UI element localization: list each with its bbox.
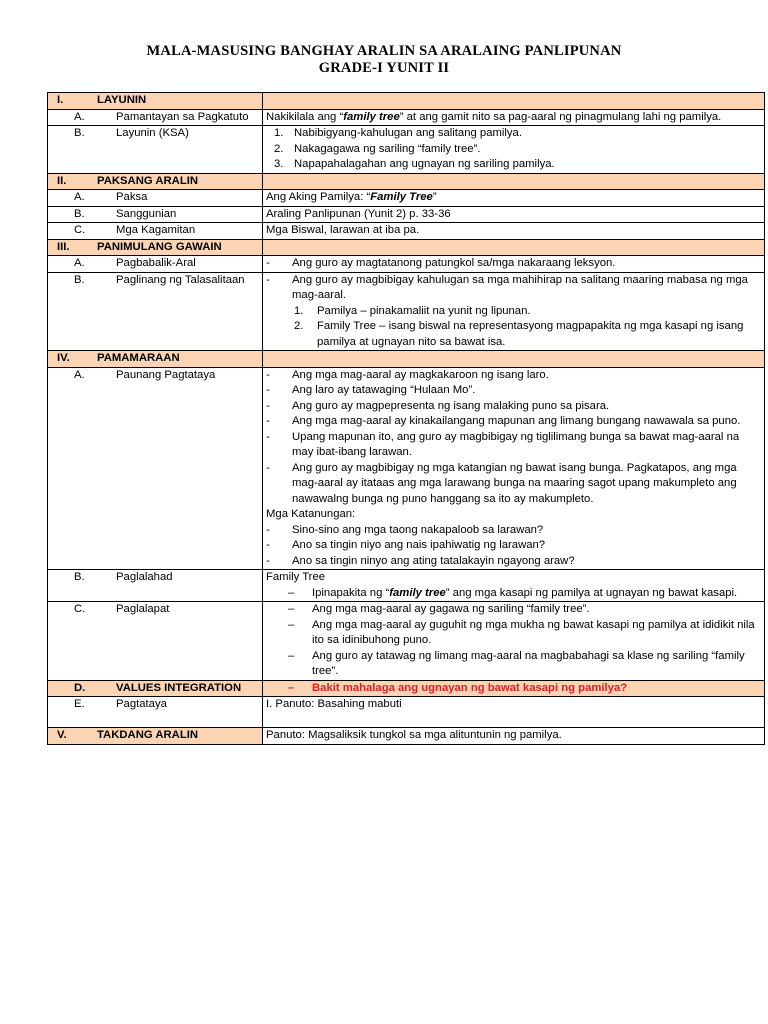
lesson-plan-table	[47, 92, 765, 745]
row-content	[263, 272, 765, 351]
row-values-integration	[48, 680, 765, 697]
row-label: Mga Kagamitan	[116, 224, 196, 236]
row-letter: B.	[74, 273, 85, 286]
section-number: III.	[57, 240, 70, 253]
document-subtitle: GRADE-I YUNIT II	[318, 60, 450, 76]
row-content	[263, 680, 765, 697]
row-letter: A.	[74, 110, 85, 123]
row-letter: A.	[74, 368, 85, 381]
row-sanggunian	[48, 206, 765, 223]
section-label: LAYUNIN	[97, 94, 147, 106]
section-number: V.	[57, 729, 67, 741]
row-pagtataya	[48, 697, 765, 728]
row-letter: D.	[74, 681, 86, 694]
row-label: Paunang Pagtataya	[116, 368, 216, 381]
row-label: Paksa	[116, 191, 148, 203]
list-item: - Ang guro ay magtatanong patungkol sa/mga nakaraang leksyon.	[266, 257, 616, 269]
row-label: Sanggunian	[116, 207, 177, 220]
row-content: Ang Aking Pamilya: “Family Tree”	[263, 190, 765, 207]
section-label: PAMAMARAAN	[97, 352, 180, 364]
list-item: – Ang mga mag-aaral ay gagawa ng sariling “family tree”.	[288, 603, 590, 615]
row-content: Nakikilala ang “family tree” at ang gamit nito sa pag-aaral ng pinagmulang lahi ng pamilya.	[263, 109, 765, 126]
section-row-pamamaraan	[48, 351, 765, 368]
section-row-panimulang-gawain	[48, 239, 765, 256]
list-item: - Sino-sino ang mga taong nakapaloob sa larawan?	[266, 523, 544, 536]
list-item: - Ang mga mag-aaral ay kinakailangang mapunan ang limang bungang nawawala sa puno.	[266, 415, 741, 427]
list-item: - Ang mga mag-aaral ay magkakaroon ng isang laro.	[266, 368, 549, 381]
row-paksa	[48, 190, 765, 207]
row-label: Pagtataya	[116, 698, 167, 710]
list-item: 1. Nabibigyang-kahulugan ang salitang pamilya.	[274, 127, 522, 139]
row-label: Pamantayan sa Pagkatuto	[116, 110, 249, 123]
row-label: Paglinang ng Talasalitaan	[116, 273, 245, 286]
row-layunin-ksa	[48, 126, 765, 174]
row-talasalitaan	[48, 272, 765, 351]
row-letter: B.	[74, 571, 85, 583]
row-pamantayan	[48, 109, 765, 126]
list-item: - Ano sa tingin niyo ang nais ipahiwatig ng larawan?	[266, 539, 546, 551]
questions-label: Mga Katanungan:	[266, 508, 356, 520]
list-item: - Ang guro ay magbibigay ng mga katangian ng bawat isang bunga. Pagkatapos, ang mga mag-aaral ay itataas ang mga larawang bunga na maaring sagot upang makumpleto ang nawawalng bunga ng puno hanggang sa ito ay makumpleto.	[266, 461, 737, 505]
list-item: 1. Pamilya – pinakamaliit na yunit ng lipunan.	[294, 304, 531, 317]
row-label: Paglalapat	[116, 603, 170, 615]
row-content	[263, 602, 765, 681]
row-kagamitan	[48, 223, 765, 240]
list-item: - Ang guro ay magbibigay kahulugan sa mga mahihirap na salitang maaring mabasa ng mga mag-aaral.	[266, 273, 748, 301]
row-label: VALUES INTEGRATION	[116, 681, 242, 694]
section-label: PANIMULANG GAWAIN	[97, 240, 222, 253]
row-letter: C.	[74, 224, 86, 236]
list-item: – Bakit mahalaga ang ugnayan ng bawat kasapi ng pamilya?	[288, 681, 628, 694]
list-item: 2. Nakagagawa ng sariling “family tree”.	[274, 142, 481, 155]
row-paglalahad	[48, 570, 765, 602]
section-number: IV.	[57, 352, 70, 364]
section-number: I.	[57, 94, 64, 106]
list-item: - Upang mapunan ito, ang guro ay magbibigay ng tiglilimang bunga sa bawat mag-aaral na may ibat-ibang larawan.	[266, 430, 740, 458]
list-item: 3. Napapahalagahan ang ugnayan ng sariling pamilya.	[274, 158, 555, 170]
list-item: - Ano sa tingin ninyo ang ating tatalakayin ngayong araw?	[266, 554, 575, 567]
row-content: Family Tree – Ipinapakita ng “family tree” ang mga kasapi ng pamilya at ugnayan ng bawat kasapi.	[263, 570, 765, 602]
section-row-layunin	[48, 93, 765, 110]
document-title: MALA-MASUSING BANGHAY ARALIN SA ARALAING PANLIPUNAN	[146, 43, 622, 59]
row-content: Panuto: Magsaliksik tungkol sa mga alituntunin ng pamilya.	[263, 728, 765, 745]
row-label: Paglalahad	[116, 571, 173, 583]
list-item: – Ang mga mag-aaral ay guguhit ng mga mukha ng bawat kasapi ng pamilya at ididikit nila ito sa idinibuhong puno.	[288, 618, 755, 646]
row-letter: E.	[74, 698, 85, 710]
list-item: 2. Family Tree – isang biswal na representasyong magpapakita ng mga kasapi ng isang pamilya at ugnayan nito sa bawat isa.	[294, 320, 744, 348]
row-content: Mga Biswal, larawan at iba pa.	[263, 223, 765, 240]
row-letter: A.	[74, 257, 85, 269]
list-item: – Ipinapakita ng “family tree” ang mga kasapi ng pamilya at ugnayan ng bawat kasapi.	[288, 586, 738, 599]
section-label: TAKDANG ARALIN	[97, 729, 199, 741]
row-paglalapat	[48, 602, 765, 681]
row-content	[263, 126, 765, 174]
list-item: - Ang laro ay tatawaging “Hulaan Mo”.	[266, 384, 476, 396]
row-content	[263, 256, 765, 273]
row-letter: B.	[74, 127, 85, 139]
row-pagbabalik-aral	[48, 256, 765, 273]
row-letter: C.	[74, 603, 86, 615]
row-content	[263, 367, 765, 570]
section-row-paksang-aralin	[48, 173, 765, 190]
row-letter: A.	[74, 191, 85, 203]
section-label: PAKSANG ARALIN	[97, 174, 199, 187]
list-item: – Ang guro ay tatawag ng limang mag-aaral na magbabahagi sa klase ng sariling “family tree”.	[288, 649, 745, 677]
section-number: II.	[57, 174, 67, 187]
row-content: I. Panuto: Basahing mabuti	[263, 697, 765, 728]
row-content: Araling Panlipunan (Yunit 2) p. 33-36	[263, 206, 765, 223]
row-label: Pagbabalik-Aral	[116, 257, 196, 269]
list-item: - Ang guro ay magpepresenta ng isang malaking puno sa pisara.	[266, 399, 610, 412]
row-paunang-pagtataya	[48, 367, 765, 570]
row-label: Layunin (KSA)	[116, 127, 189, 139]
section-row-takdang-aralin	[48, 728, 765, 745]
row-letter: B.	[74, 207, 85, 220]
